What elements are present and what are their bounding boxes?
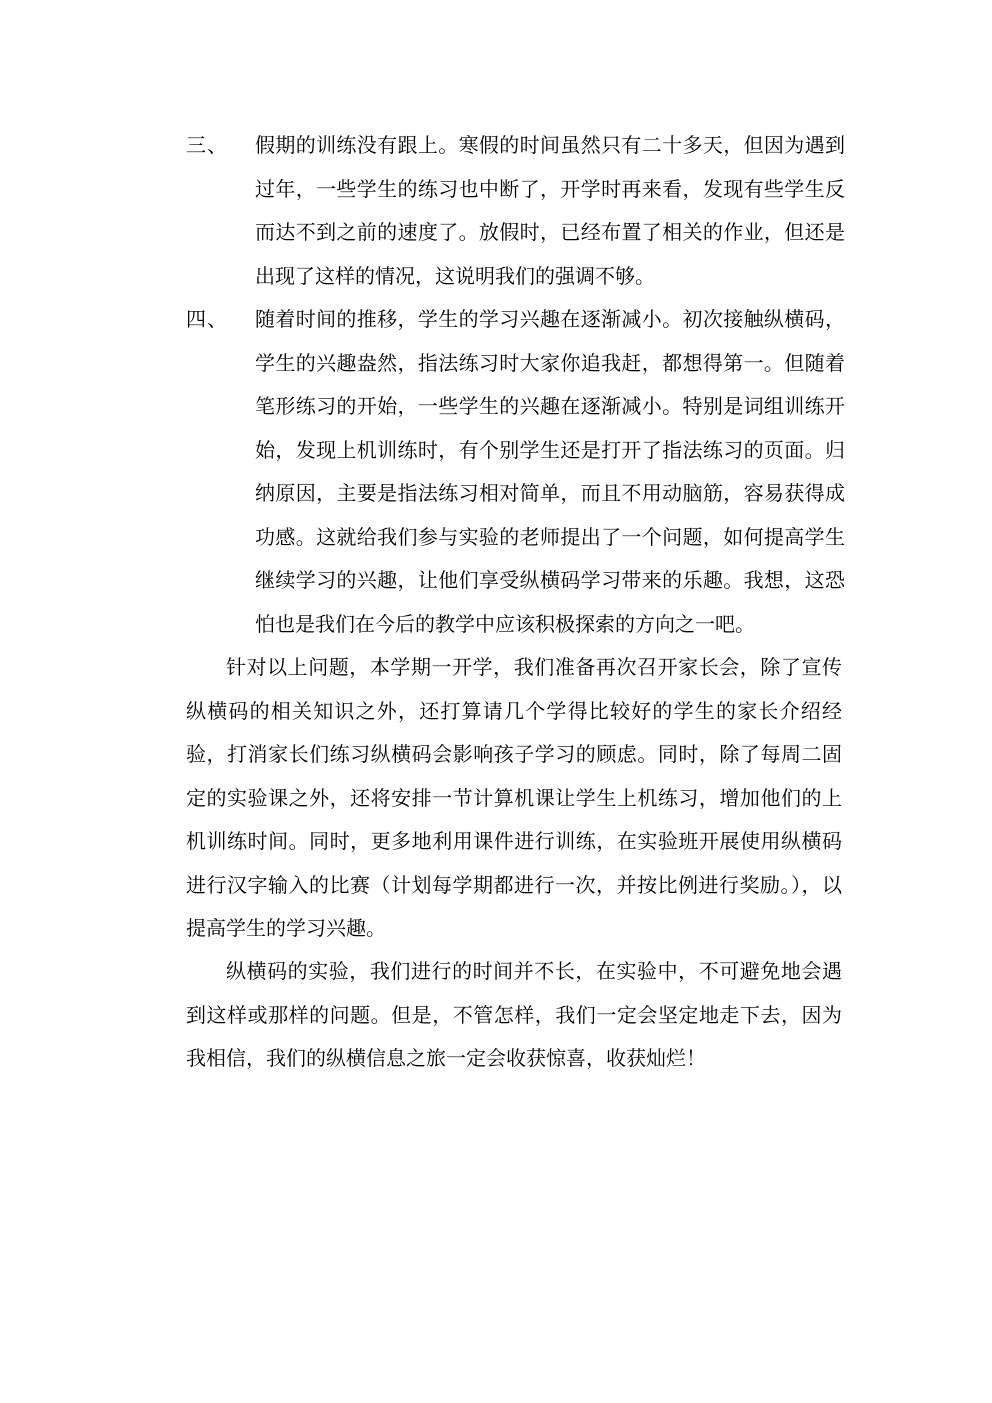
list-item-4 <box>186 298 846 646</box>
body-paragraph-1: 针对以上问题，本学期一开学，我们准备再次召开家长会，除了宣传纵横码的相关知识之外，还打算请几个学得比较好的学生的家长介绍经验，打消家长们练习纵横码会影响孩子学习的顾虑。同时，除了每周二固定的实验课之外，还将安排一节计算机课让学生上机练习，增加他们的上机训练时间。同时，更多地利用课件进行训练，在实验班开展使用纵横码进行汉字输入的比赛（计划每学期都进行一次，并按比例进行奖励。），以提高学生的学习兴趣。 <box>186 655 842 940</box>
list-item-marker: 三、 <box>186 133 228 157</box>
body-paragraph-2: 纵横码的实验，我们进行的时间并不长，在实验中，不可避免地会遇到这样或那样的问题。但是，不管怎样，我们一定会坚定地走下去，因为我相信，我们的纵横信息之旅一定会收获惊喜，收获灿烂！ <box>186 959 842 1070</box>
list-item-3 <box>186 124 846 298</box>
list-item-text: 随着时间的推移，学生的学习兴趣在逐渐减小。初次接触纵横码，学生的兴趣盎然，指法练习时大家你追我赶，都想得第一。但随着笔形练习的开始，一些学生的兴趣在逐渐减小。特别是词组训练开始，发现上机训练时，有个别学生还是打开了指法练习的页面。归纳原因，主要是指法练习相对简单，而且不用动脑筋，容易获得成功感。这就给我们参与实验的老师提出了一个问题，如何提高学生继续学习的兴趣，让他们享受纵横码学习带来的乐趣。我想，这恐怕也是我们在今后的教学中应该积极探索的方向之一吧。 <box>255 307 845 636</box>
list-item-text: 假期的训练没有跟上。寒假的时间虽然只有二十多天，但因为遇到过年，一些学生的练习也中断了，开学时再来看，发现有些学生反而达不到之前的速度了。放假时，已经布置了相关的作业，但还是出现了这样的情况，这说明我们的强调不够。 <box>255 133 845 288</box>
list-item-marker: 四、 <box>186 307 228 331</box>
